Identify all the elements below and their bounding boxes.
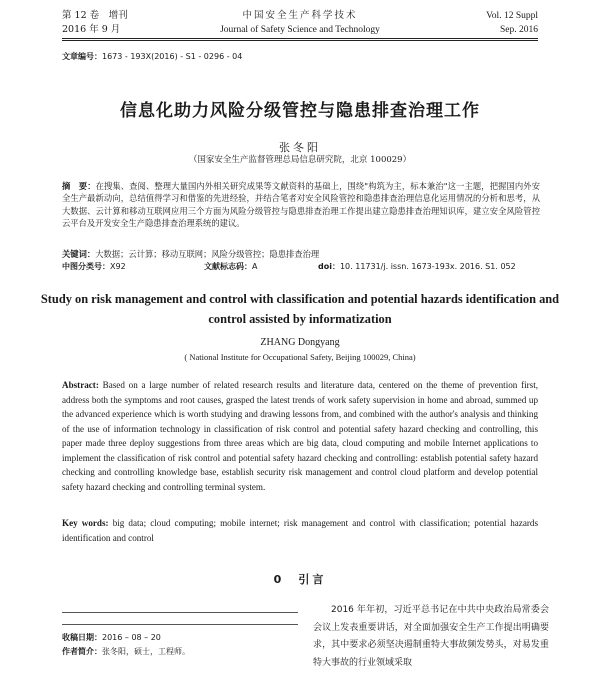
doi-label: doi： xyxy=(318,262,340,271)
keywords-cn xyxy=(62,248,540,260)
affiliation-cn: （国家安全生产监督管理总局信息研究院，北京 100029） xyxy=(188,155,412,165)
author-bio-label: 作者简介： xyxy=(62,647,102,656)
clc-label: 中图分类号： xyxy=(62,262,110,271)
journal-title-cn: 中国安全生产科学技术 xyxy=(242,10,358,21)
footnote-received xyxy=(62,631,161,644)
keywords-cn-text: 大数据；云计算；移动互联网；风险分级管控；隐患排查治理 xyxy=(95,249,320,259)
abstract-cn-label: 摘 要： xyxy=(62,181,96,191)
abstract-en-label: Abstract: xyxy=(62,380,99,390)
received-value: 2016 – 08 – 20 xyxy=(102,633,161,642)
title-en: Study on risk management and control with classification and potential hazards identification and control assisted by informatization xyxy=(40,292,560,326)
author-bio-value: 张冬阳，硕士，工程师。 xyxy=(102,647,190,656)
header-rule-top xyxy=(62,38,538,39)
doc-code-label: 文献标志码： xyxy=(204,262,252,271)
section-heading: 0 引言 xyxy=(273,573,327,586)
volume-cn: 第 12 卷 增刊 xyxy=(62,10,128,21)
abstract-cn xyxy=(62,180,540,230)
volume-en: Vol. 12 Suppl xyxy=(486,11,538,21)
footnote-rule-top xyxy=(62,612,298,613)
clc-value: X92 xyxy=(110,262,126,271)
classification-line xyxy=(62,261,540,273)
doi xyxy=(318,261,516,273)
received-label: 收稿日期： xyxy=(62,633,102,642)
article-number-value: 1673 - 193X(2016) - S1 - 0296 - 04 xyxy=(102,52,243,61)
abstract-en-text: Based on a large number of related research results and literature data, centered on the theme of prevention first, address both the symptoms and root causes, grasped the latest trends of work safety supervision in home and abroad, summed up the advanced experience which is worth studying and drawing lessons from, and combined with the author's analysis and thinking of the use of information technology in classification of risk control and potential safety hazard checking and controlling, this paper made three deploy suggestions from three areas which are big data, cloud computing and mobile Internet applications to implement the classification of risk control and potential safety hazard checking and controlling: establish potential safety hazard checking and controlling knowledge base, establish security risk management and control cloud platform and develop potential safety hazard checking and controlling terminal system. xyxy=(62,380,539,492)
affiliation-en: ( National Institute for Occupational Safety, Beijing 100029, China) xyxy=(184,352,416,362)
header-rule-bottom xyxy=(62,40,538,41)
doc-code-value: A xyxy=(252,262,258,271)
journal-title-en: Journal of Safety Science and Technology xyxy=(220,25,380,35)
keywords-en-text: big data; cloud computing; mobile internet; risk management and control with classification; potential hazards identification and control xyxy=(62,518,538,543)
author-en: ZHANG Dongyang xyxy=(260,337,340,348)
date-cn: 2016 年 9 月 xyxy=(62,24,121,35)
article-number xyxy=(62,52,242,62)
clc-number xyxy=(62,261,204,273)
keywords-en-label: Key words: xyxy=(62,518,109,528)
keywords-cn-label: 关键词： xyxy=(62,249,96,259)
footnote-rule xyxy=(62,624,298,625)
article-number-label: 文章编号： xyxy=(62,52,102,61)
doc-code xyxy=(204,261,318,273)
body-paragraph: 2016 年年初，习近平总书记在中共中央政治局常委会会议上发表重要讲话，对全面加强安全生产工作提出明确要求，其中要求必须坚决遏制重特大事故频发势头，对易发重特大事故的行业领域采取 xyxy=(313,605,549,668)
abstract-cn-text: 在搜集、查阅、整理大量国内外相关研究成果等文献资料的基础上，围绕"构筑为主，标本兼治"这一主题，把握国内外安全生产最新动向，总结值得学习和借鉴的先进经验，并结合笔者对安全风险管控和隐患排查治理信息化运用情况的分析和思考，从大数据、云计算和移动互联网应用三个方面为风险分级管控与隐患排查治理工作提出建立隐患排查治理知识库，建立安全风险管控云平台及开发安全生产隐患排查治理系统的建议。 xyxy=(62,181,540,229)
doi-value: 10. 11731/j. issn. 1673-193x. 2016. S1. 052 xyxy=(339,262,516,271)
footnote-author xyxy=(62,645,190,658)
date-en: Sep. 2016 xyxy=(500,25,538,35)
author-cn: 张冬阳 xyxy=(279,141,321,154)
title-cn: 信息化助力风险分级管控与隐患排查治理工作 xyxy=(120,101,480,121)
keywords-en xyxy=(62,516,538,545)
abstract-en xyxy=(62,378,538,494)
